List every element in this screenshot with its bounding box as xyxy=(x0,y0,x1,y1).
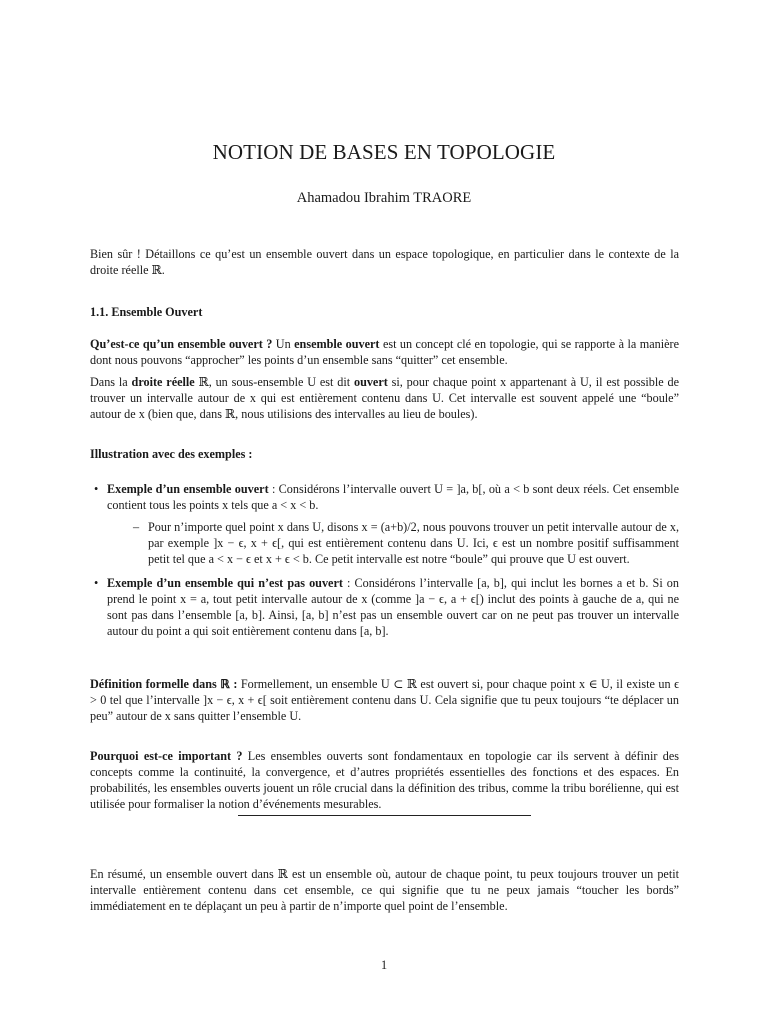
definition-paragraph: Dans la droite réelle ℝ, un sous-ensemble U est dit ouvert si, pour chaque point x appartenant à U, il est possible de trouver un intervalle autour de x qui est entièrement contenu dans U. Cet intervalle est souvent appelé une “boule” autour de x (bien que, dans ℝ, nous utilisions des intervalles au lieu de boules). xyxy=(90,375,679,421)
document-title: NOTION DE BASES EN TOPOLOGIE xyxy=(212,140,556,164)
example-list xyxy=(90,481,679,639)
illustration-heading: Illustration avec des exemples : xyxy=(90,447,253,461)
list-item: • Exemple d’un ensemble qui n’est pas ouvert : Considérons l’intervalle [a, b], qui inclut les bornes a et b. Si on prend le point x = a, tout petit intervalle autour de x (comme ]a − ϵ, a + ϵ[) inclut des points à gauche de a, qui ne sont pas dans l’ensemble [a, b]. Ainsi, [a, b] n’est pas un ensemble ouvert car on ne peut pas trouver un intervalle autour du point a qui soit entièrement contenu dans [a, b]. xyxy=(94,576,679,638)
bullet-icon: • xyxy=(94,576,99,590)
importance-paragraph: Pourquoi est-ce important ? Les ensembles ouverts sont fondamentaux en topologie car ils servent à définir des concepts comme la continuité, la convergence, et d’autres propriétés essentielles des fonctions et des espaces. En probabilités, les ensembles ouverts jouent un rôle crucial dans la définition des tribus, comme la tribu borélienne, qui est utilisée pour formaliser la notion d’événements mesurables. xyxy=(90,749,679,811)
section-heading: 1.1. Ensemble Ouvert xyxy=(90,305,203,319)
dash-icon: – xyxy=(133,520,140,534)
summary-paragraph: En résumé, un ensemble ouvert dans ℝ est un ensemble où, autour de chaque point, tu peux toujours trouver un petit intervalle entièrement contenu dans cet ensemble, ce qui signifie que tu ne peux jamais “toucher les bords” immédiatement en te déplaçant un peu à partir de n’importe quel point de l’ensemble. xyxy=(90,867,679,913)
question-heading: Qu’est-ce qu’un ensemble ouvert ? xyxy=(90,337,273,351)
sub-list-item: – Pour n’importe quel point x dans U, disons x = (a+b)/2, nous pouvons trouver un petit intervalle autour de x, par exemple ]x − ϵ, x + ϵ[, qui est entièrement contenu dans U. Ici, ϵ est un nombre positif suffisamment petit tel que a < x − ϵ et x + ϵ < b. Ce petit intervalle est notre “boule” qui prouve que U est ouvert. xyxy=(133,520,679,566)
list-item: • Exemple d’un ensemble ouvert : Considérons l’intervalle ouvert U = ]a, b[, où a < b sont deux réels. Cet ensemble contient tous les points x tels que a < x < b. xyxy=(94,482,679,512)
horizontal-rule xyxy=(238,815,531,816)
intro-paragraph: Bien sûr ! Détaillons ce qu’est un ensemble ouvert dans un espace topologique, en particulier dans le contexte de la droite réelle ℝ. xyxy=(90,247,679,277)
page-number: 1 xyxy=(380,958,388,972)
bullet-icon: • xyxy=(94,482,99,496)
document-author: Ahamadou Ibrahim TRAORE xyxy=(296,190,472,206)
formal-definition-paragraph: Définition formelle dans ℝ : Formellement, un ensemble U ⊂ ℝ est ouvert si, pour chaque point x ∈ U, il existe un ϵ > 0 tel que l’intervalle ]x − ϵ, x + ϵ[ soit entièrement contenu dans U. Cela signifie que tu peux toujours “te déplacer un peu” autour de x sans quitter l’ensemble U. xyxy=(90,677,680,723)
question-paragraph: Qu’est-ce qu’un ensemble ouvert ? Un ensemble ouvert est un concept clé en topologie, qui se rapporte à la manière dont nous pouvons “approcher” les points d’un ensemble sans “quitter” cet ensemble. xyxy=(90,337,679,367)
